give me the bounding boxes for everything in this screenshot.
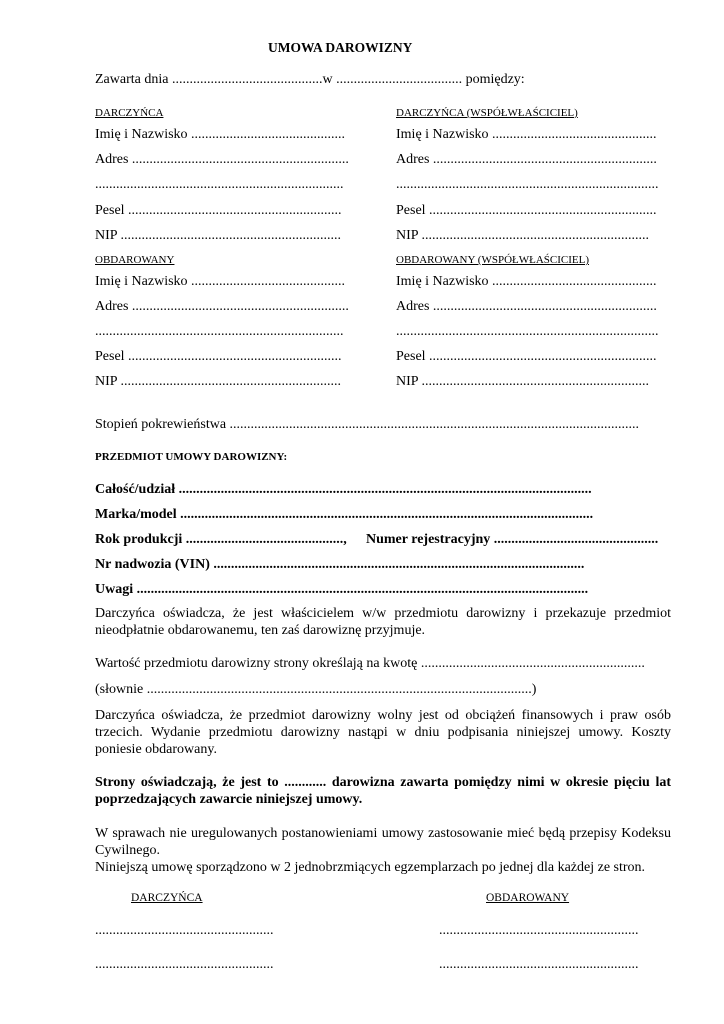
donee-coowner-pesel-field[interactable]: Pesel ................................................................. [396,349,657,364]
subject-heading: PRZEDMIOT UMOWY DAROWIZNY: [95,451,288,463]
donee-coowner-nip-field[interactable]: NIP ................................................................. [396,374,650,389]
production-year-field[interactable]: Rok produkcji ............................................., [95,532,347,547]
donor-address-field[interactable]: Adres .............................................................. [95,152,349,167]
copies-clause: Niniejszą umowę sporządzono w 2 jednobrzmiących egzemplarzach po jednej dla każdej ze stron. [95,860,646,875]
donor-signature-line-1[interactable]: ................................................... [95,923,274,938]
five-year-declaration-clause: Strony oświadczają, że jest to ............ darowizna zawarta pomiędzy nimi w okresie pięciu lat poprzedzających zawarcie niniejszej umowy. [95,775,671,807]
encumbrance-clause: Darczyńca oświadcza, że przedmiot darowizny wolny jest od obciążeń finansowych i praw osób trzecich. Wydanie przedmiotu darowizny nastąpi w dniu podpisania niniejszej umowy. Koszty poniesie obdarowany. [95,708,671,757]
donee-signature-line-1[interactable]: ......................................................... [439,923,639,938]
ownership-clause: Darczyńca oświadcza, że jest właścicielem w/w przedmiotu darowizny i przekazuje przedmiot nieodpłatnie obdarowanemu, ten zaś darowiznę przyjmuje. [95,606,671,638]
donee-signature-label: OBDAROWANY [486,892,570,904]
notes-field[interactable]: Uwagi ................................................................................................................................. [95,582,589,597]
contract-date-line[interactable]: Zawarta dnia ...........................................w .................................... pomiędzy: [95,72,525,87]
donor-coowner-pesel-field[interactable]: Pesel ................................................................. [396,203,657,218]
registration-number-field[interactable]: Numer rejestracyjny ............................................... [366,532,659,547]
donor-name-field[interactable]: Imię i Nazwisko ............................................ [95,127,346,142]
donee-nip-field[interactable]: NIP ............................................................... [95,374,342,389]
donee-heading: OBDAROWANY [95,254,175,266]
donor-coowner-address-field[interactable]: Adres ................................................................ [396,152,657,167]
donor-pesel-field[interactable]: Pesel ............................................................. [95,203,342,218]
make-model-field[interactable]: Marka/model ...................................................................................................................... [95,507,594,522]
civil-code-clause: W sprawach nie uregulowanych postanowieniami umowy zastosowanie mieć będą przepisy Kodeksu Cywilnego. [95,826,671,858]
document-title: UMOWA DAROWIZNY [268,40,413,55]
donee-address-cont-field[interactable]: ....................................................................... [95,324,344,339]
donee-name-field[interactable]: Imię i Nazwisko ............................................ [95,274,346,289]
donor-signature-line-2[interactable]: ................................................... [95,957,274,972]
donee-signature-line-2[interactable]: ......................................................... [439,957,639,972]
vin-field[interactable]: Nr nadwozia (VIN) .......................................................................................................... [95,557,585,572]
share-field[interactable]: Całość/udział ...................................................................................................................... [95,482,592,497]
donee-pesel-field[interactable]: Pesel ............................................................. [95,349,342,364]
donee-coowner-name-field[interactable]: Imię i Nazwisko ............................................... [396,274,657,289]
donor-signature-label: DARCZYŃCA [131,892,203,904]
donor-heading: DARCZYŃCA [95,107,164,119]
kinship-field[interactable]: Stopień pokrewieństwa ..................................................................................................................... [95,417,640,432]
donee-address-field[interactable]: Adres .............................................................. [95,299,349,314]
donee-coowner-address-cont-field[interactable]: ........................................................................... [396,324,659,339]
donor-coowner-name-field[interactable]: Imię i Nazwisko ............................................... [396,127,657,142]
value-in-words-field[interactable]: (słownie ..............................................................................................................) [95,682,537,697]
donor-coowner-nip-field[interactable]: NIP ................................................................. [396,228,650,243]
donee-coowner-address-field[interactable]: Adres ................................................................ [396,299,657,314]
donee-coowner-heading: OBDAROWANY (WSPÓŁWŁAŚCICIEL) [396,254,589,266]
value-amount-field[interactable]: Wartość przedmiotu darowizny strony określają na kwotę ................................................................ [95,656,645,671]
donor-address-cont-field[interactable]: ....................................................................... [95,177,344,192]
donor-coowner-heading: DARCZYŃCA (WSPÓŁWŁAŚCICIEL) [396,107,578,119]
donor-coowner-address-cont-field[interactable]: ........................................................................... [396,177,659,192]
donor-nip-field[interactable]: NIP ............................................................... [95,228,342,243]
